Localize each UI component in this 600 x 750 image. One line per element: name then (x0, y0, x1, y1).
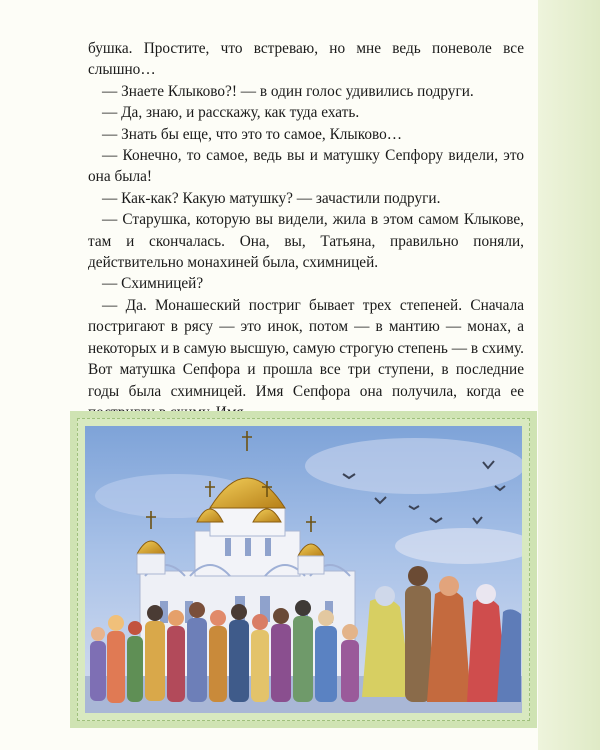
paragraph: — Знать бы еще, что это то самое, Клыково… (102, 125, 403, 143)
body-text (88, 38, 524, 423)
cathedral-illustration (85, 426, 522, 713)
paragraph: — Да, знаю, и расскажу, как туда ехать. (102, 104, 360, 122)
paragraph: — Старушка, которую вы видели, жила в этом самом Клыкове, там и скончалась. Она, вы, Татьяна, правильно поняли, действительно монахиней была, схимницей. (88, 211, 524, 272)
illustration-frame (70, 411, 537, 728)
paragraph: — Да. Монашеский постриг бывает трех степеней. Сначала постригают в рясу — это инок, потом — в мантию — монах, а некоторых и в самую высшую, самую строгую степень — в схиму. Вот матушка Сепфора и прошла все три ступени, в последние годы была схимницей. Имя Сепфора она получила, когда ее (88, 296, 524, 400)
person (90, 627, 106, 701)
page-edge (538, 0, 600, 750)
paragraph: — Знаете Клыково?! — в один голос удивились подруги. (102, 82, 474, 100)
person (341, 624, 359, 702)
paragraph: — Как-как? Какую матушку? — зачастили подруги. (102, 189, 441, 207)
paragraph: — Схимницей? (102, 275, 204, 293)
paragraph: — Конечно, то самое, ведь вы и матушку Сепфору видели, это она была! (88, 147, 524, 186)
paragraph: бушка. Простите, что встреваю, но мне ведь поневоле все слышно… (88, 40, 524, 79)
